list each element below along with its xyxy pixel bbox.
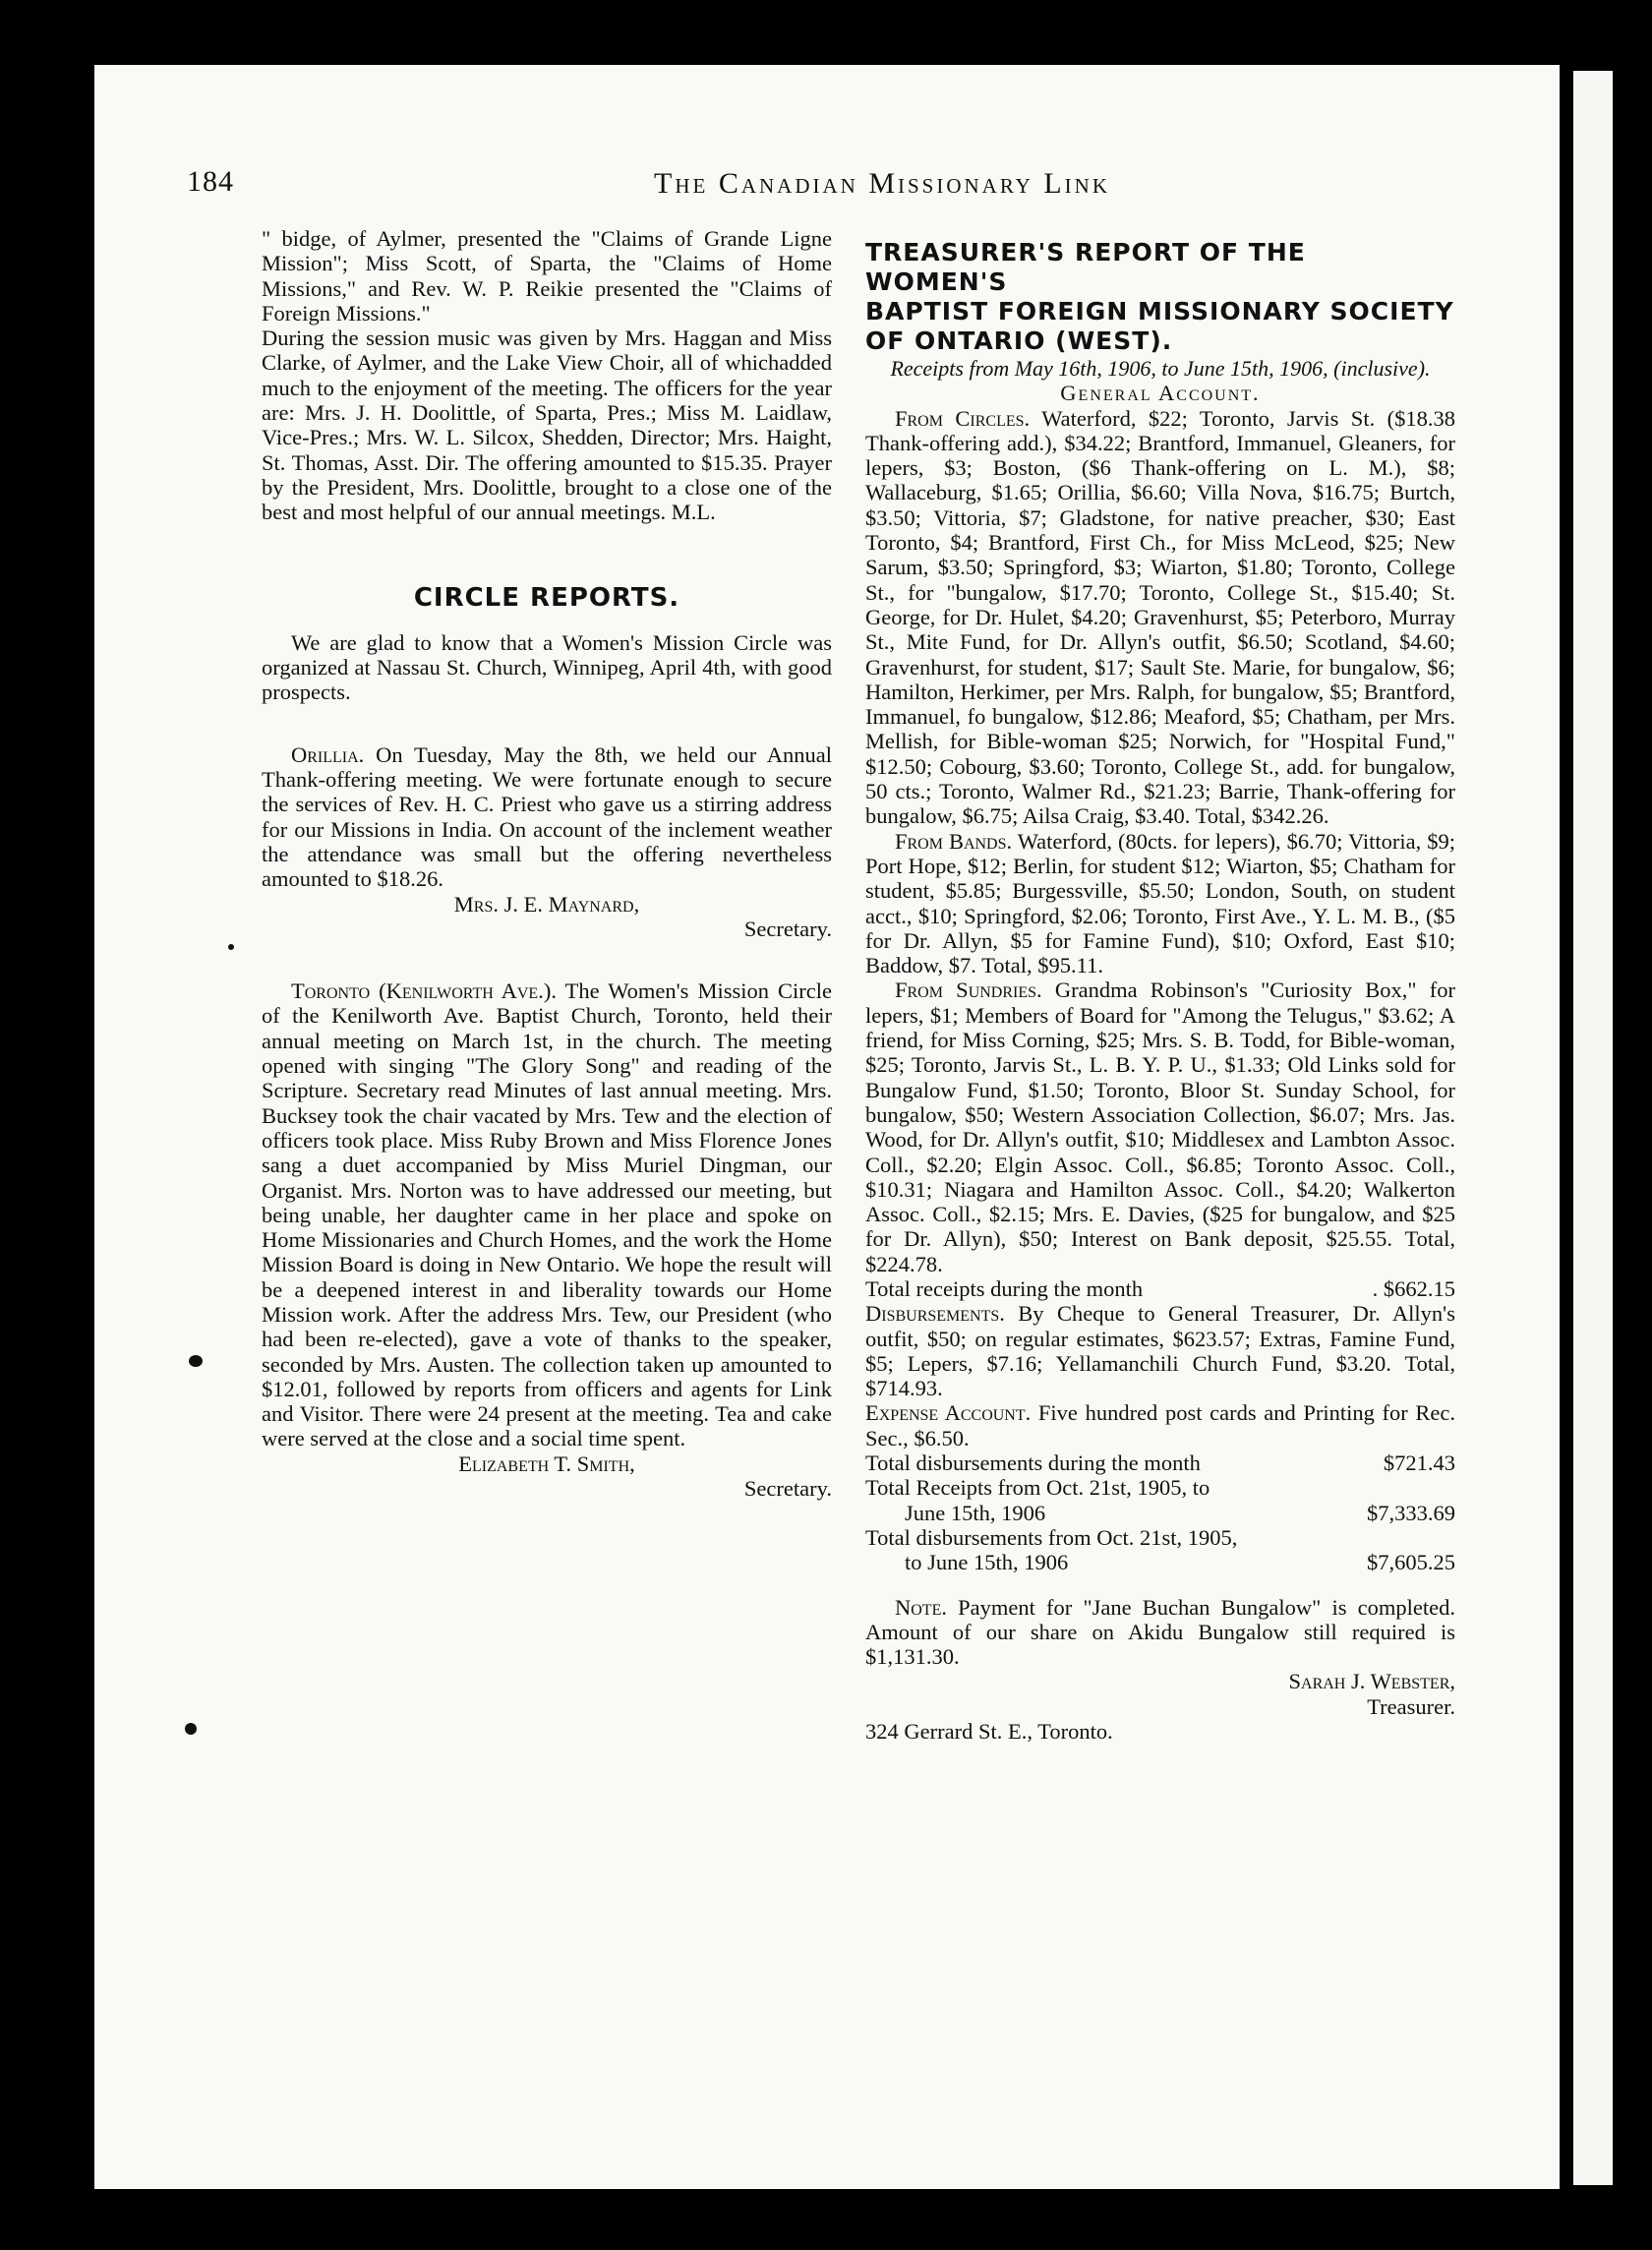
from-bands-entry [865,829,1455,978]
report-subtitle: Receipts from May 16th, 1906, to June 15th, 1906, (inclusive). [890,356,1431,381]
total-receipts-amount: . $662.15 [1372,1275,1455,1301]
report-title-line-2: BAPTIST FOREIGN MISSIONARY SOCIETY [865,297,1454,326]
page-number: 184 [187,165,234,198]
total-disbursements-oct-row [865,1550,1455,1574]
from-sundries-entry [865,977,1455,1276]
treasurer-signature-title: Treasurer. [1367,1693,1455,1719]
from-circles-entry [865,406,1455,829]
orillia-signature-title: Secretary. [743,916,832,941]
orillia-place: Orillia. [291,741,365,767]
from-circles-text: Waterford, $22; Toronto, Jarvis St. ($18.38 Thank-offering add.), $34.22; Brantford, Immanuel, Gleaners, for lepers, $3; Boston, ($6 Thank-offering on L. M.), $8; Wallaceburg, $1.65; Orillia, $6.60; Villa Nova, $16.75; Burtch, $3.50; Vittoria, $7; Gladstone, for native preacher, $30; East Toronto, $4; Brantford, First Ch., for Miss McLeod, $25; New Sarum, $3.50; Springford, $3; Wiarton, $1.80; Toronto, College St., for "bungalow, $17.70; Toronto, College St., $15.40; St. George, for Dr. Hulet, $4.20; Gravenhurst, $5; Peterboro, Murray St., Mite Fund, for Dr. Allyn's outfit, $6.50; Scotland, $4.60; Gravenhurst, for student, $17; Sault Ste. Marie, for bungalow, $6; Hamilton, Herkimer, per Mrs. Ralph, for bungalow, $5; Brantford, Immanuel, fo bungalow, $12.86; Meaford, $5; Chatham, per Mrs. Mellish, for Bible-woman $25; Norwich, for "Hospital Fund," $12.50; Cobourg, $3.60; Toronto, College St., add. for bungalow, 50 cts.; Toronto, Walmer Rd., $21.23; Barrie, Thank-offering for bungalow, $6.75; Ailsa Craig, $3.40. Total, $342.26. [865,405,1456,829]
total-receipts-label: Total receipts during the month [865,1275,1144,1301]
total-disbursements-label: Total disbursements during the month [865,1451,1201,1476]
total-receipts-oct-amount: $7,333.69 [1367,1500,1455,1525]
toronto-text: The Women's Mission Circle of the Kenilworth Ave. Baptist Church, Toronto, held their annual meeting on March 1st, in the church. The meeting opened with singing "The Glory Song" and reading of the Scripture. Secretary read Minutes of last annual meeting. Mrs. Bucksey took the chair vacated by Mrs. Tew and the election of officers took place. Miss Ruby Brown and Miss Florence Jones sang a duet accompanied by Miss Muriel Dingman, our Organist. Mrs. Norton was to have addressed our meeting, but being unable, her daughter came in her place and spoke on Home Missionaries and Church Homes, and the work the Home Mission Board is doing in New Ontario. We hope the result will be a deepened interest in and liberality towards our Home Mission work. After the address Mrs. Tew, our President (who had been re-elected), gave a vote of thanks to the speaker, seconded by Mrs. Austen. The collection taken up amounted to $12.01, followed by reports from officers and agents for Link and Visitor. There were 24 present at the meeting. Tea and cake were served at the close and a social time spent. [262,978,832,1451]
orillia-report [262,742,832,892]
from-bands-text: Waterford, (80cts. for lepers), $6.70; Vittoria, $9; Port Hope, $12; Berlin, for student $12; Wiarton, $5; Chatham for student, $5.85; Burgessville, $5.50; London, South, on student acct., $10; Springford, $2.06; Toronto, First Ave., Y. L. M. B., ($5 for Dr. Allyn, $5 for Famine Fund), $10; Oxford, East $10; Baddow, $7. Total, $95.11. [865,828,1455,978]
orillia-text: On Tuesday, May the 8th, we held our Annual Thank-offering meeting. We were fortunate enough to secure the services of Rev. H. C. Priest who gave us a stirring address for our Missions in India. On account of the inclement weather the attendance was small but the offering nevertheless amounted to $18.26. [262,741,833,892]
from-bands-label: From Bands. [895,828,1013,854]
from-sundries-text: Grandma Robinson's "Curiosity Box," for lepers, $1; Members of Board for "Among the Telugus," $3.62; A friend, for Miss Corning, $25; Mrs. S. B. Todd, for Bible-woman, $25; Toronto, Jarvis St., L. B. Y. P. U., $1.33; Old Links sold for Bungalow Fund, $1.50; Toronto, Bloor St. Sunday School, for bungalow, $50; Western Association Collection, $6.07; Mrs. Jas. Wood, for Dr. Allyn's outfit, $10; Middlesex and Lambton Assoc. Coll., $2.20; Elgin Assoc. Coll., $6.85; Toronto Assoc. Coll., $10.31; Niagara and Hamilton Assoc. Coll., $4.20; Walkerton Assoc. Coll., $2.15; Mrs. E. Davies, ($25 for bungalow, and $25 for Dr. Allyn), $50; Interest on Bank deposit, $25.55. Total, $224.78. [865,977,1455,1276]
total-disbursements-amount: $721.43 [1383,1451,1455,1476]
scan-speck [189,1355,203,1367]
disbursements-label: Disbursements. [865,1301,1005,1327]
disbursements-text: By Cheque to General Treasurer, Dr. Allyn's outfit, $50; on regular estimates, $623.57; Extras, Famine Fund, $5; Lepers, $7.16; Yellamanchili Church Fund, $3.20. Total, $714.93. [865,1301,1455,1401]
note-entry [865,1595,1455,1670]
disbursements-entry [865,1301,1455,1400]
total-disbursements-oct-label-2: to June 15th, 1906 [905,1550,1069,1575]
total-disbursements-oct-amount: $7,605.25 [1367,1550,1455,1575]
circle-reports-heading: CIRCLE REPORTS. [413,582,680,613]
total-disbursements-oct-label-1: Total disbursements from Oct. 21st, 1905, [865,1524,1238,1550]
expense-account-label: Expense Account. [865,1400,1032,1426]
general-account-heading: General Account. [1060,381,1261,406]
toronto-signature-name: Elizabeth T. Smith, [458,1451,635,1476]
from-circles-label: From Circles. [895,405,1031,431]
total-receipts-oct-label-1: Total Receipts from Oct. 21st, 1905, to [865,1475,1210,1501]
toronto-place: Toronto (Kenilworth Ave.). [291,978,557,1004]
treasurer-address: 324 Gerrard St. E., Toronto. [865,1719,1113,1745]
claims-paragraph: " bidge, of Aylmer, presented the "Claims of Grande Ligne Mission"; Miss Scott, of Sparta, the "Claims of Home Missions," and Rev. W. P. Reikie presented the "Claims of Foreign Missions." [262,226,832,326]
note-text: Payment for "Jane Buchan Bungalow" is completed. Amount of our share on Akidu Bungalow still required is $1,131.30. [865,1594,1455,1670]
scan-speck [228,944,234,950]
note-label: Note. [895,1594,947,1620]
page-header [187,165,1170,205]
orillia-signature-name: Mrs. J. E. Maynard, [453,891,640,917]
total-receipts-oct-label-2: June 15th, 1906 [905,1500,1046,1525]
session-music-paragraph: During the session music was given by Mrs. Haggan and Miss Clarke, of Aylmer, and the Lake View Choir, all of whichadded much to the enjoyment of the meeting. The officers for the year are: Mrs. J. H. Doolittle, of Sparta, Pres.; Miss M. Laidlaw, Vice-Pres.; Mrs. W. L. Silcox, Shedden, Director; Mrs. Haight, St. Thomas, Asst. Dir. The offering amounted to $15.35. Prayer by the President, Mrs. Doolittle, brought to a close one of the best and most helpful of our annual meetings. M.L. [262,326,832,525]
expense-account-text: Five hundred post cards and Printing for Rec. Sec., $6.50. [865,1400,1456,1451]
toronto-signature-title: Secretary. [743,1476,832,1502]
treasurer-signature-name: Sarah J. Webster, [1288,1669,1455,1694]
adjacent-page-edge [1573,71,1613,2185]
report-title-line-3: OF ONTARIO (WEST). [865,326,1173,355]
right-column [865,238,1455,1744]
left-column [262,226,832,1501]
winnipeg-paragraph: We are glad to know that a Women's Mission Circle was organized at Nassau St. Church, Winnipeg, April 4th, with good prospects. [262,629,832,705]
from-sundries-label: From Sundries. [895,977,1042,1003]
total-receipts-oct-row [865,1501,1455,1525]
expense-account-entry [865,1400,1455,1451]
running-title: The Canadian Missionary Link [654,167,1110,200]
total-receipts-row [865,1276,1455,1301]
scan-speck [185,1723,197,1735]
total-disbursements-row [865,1451,1455,1475]
report-title-line-1: TREASURER'S REPORT OF THE WOMEN'S [865,238,1306,296]
toronto-report [262,978,832,1451]
